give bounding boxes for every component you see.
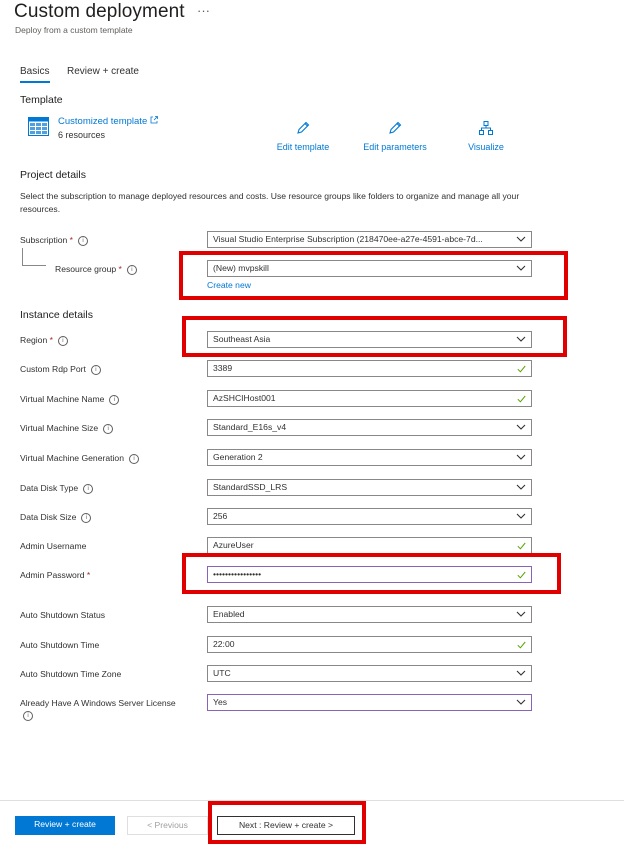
shutdown-status-select[interactable]: [207, 606, 532, 623]
admin-username-input[interactable]: [207, 537, 532, 554]
disk-size-label: [20, 512, 91, 523]
review-create-button[interactable]: Review + create: [15, 816, 115, 835]
hierarchy-icon: [479, 121, 493, 135]
more-options-icon[interactable]: ···: [197, 3, 210, 18]
admin-password-label-text: Admin Password: [20, 570, 85, 580]
rdp-port-label: [20, 364, 101, 375]
resource-group-value: (New) mvpskill: [213, 263, 269, 273]
project-details-heading: Project details: [20, 169, 86, 181]
vm-size-label-text: Virtual Machine Size: [20, 423, 99, 433]
vm-size-select[interactable]: [207, 419, 532, 436]
license-label: [20, 698, 176, 708]
disk-type-select[interactable]: [207, 479, 532, 496]
vm-generation-label-text: Virtual Machine Generation: [20, 453, 124, 463]
subscription-select[interactable]: [207, 231, 532, 248]
vm-generation-value: Generation 2: [213, 452, 263, 462]
shutdown-status-label: [20, 610, 105, 620]
vm-size-value: Standard_E16s_v4: [213, 422, 287, 432]
tab-review-create[interactable]: Review + create: [67, 66, 139, 77]
tab-selected-indicator: [20, 81, 50, 83]
chevron-down-icon: [516, 513, 526, 520]
pencil-icon: [296, 121, 310, 135]
shutdown-time-label: [20, 640, 99, 650]
tree-connector: [22, 265, 46, 266]
checkmark-icon: [517, 395, 526, 403]
resource-group-label: Resource group * i: [55, 264, 137, 275]
shutdown-timezone-select[interactable]: [207, 665, 532, 682]
template-icon: [28, 117, 49, 136]
shutdown-time-value: 22:00: [213, 639, 235, 649]
info-icon[interactable]: i: [81, 513, 91, 523]
project-description: Select the subscription to manage deployed resources and costs. Use resource groups like folders to organize and manage all your resources.: [20, 191, 520, 214]
vm-generation-label: [20, 453, 139, 464]
highlight-box-region: [182, 316, 567, 357]
resource-count: 6 resources: [58, 130, 106, 140]
instance-details-heading: Instance details: [20, 309, 93, 321]
chevron-down-icon: [516, 236, 526, 243]
chevron-down-icon: [516, 699, 526, 706]
info-icon[interactable]: i: [103, 424, 113, 434]
checkmark-icon: [517, 365, 526, 373]
shutdown-timezone-label: [20, 669, 121, 679]
shutdown-status-value: Enabled: [213, 609, 245, 619]
customized-template-link[interactable]: [58, 116, 158, 127]
vm-generation-select[interactable]: [207, 449, 532, 466]
shutdown-timezone-label-text: Auto Shutdown Time Zone: [20, 669, 122, 679]
next-review-create-button[interactable]: Next : Review + create >: [217, 816, 355, 835]
pencil-icon: [388, 121, 402, 135]
info-icon[interactable]: i: [91, 365, 101, 375]
chevron-down-icon: [516, 424, 526, 431]
tree-connector: [22, 248, 23, 265]
disk-size-value: 256: [213, 511, 228, 521]
vm-size-label: [20, 423, 113, 434]
admin-username-value: AzureUser: [213, 540, 254, 550]
edit-template-button[interactable]: [263, 121, 343, 155]
rdp-port-input[interactable]: [207, 360, 532, 377]
previous-button[interactable]: < Previous: [127, 816, 208, 835]
visualize-label: Visualize: [468, 142, 504, 152]
footer-divider: [0, 800, 624, 801]
shutdown-status-label-text: Auto Shutdown Status: [20, 610, 106, 620]
external-link-icon: [150, 116, 158, 124]
disk-type-label-text: Data Disk Type: [20, 483, 79, 493]
info-icon[interactable]: i: [78, 236, 88, 246]
license-value: Yes: [213, 697, 228, 707]
shutdown-timezone-value: UTC: [213, 668, 231, 678]
rdp-port-value: 3389: [213, 363, 233, 373]
visualize-button[interactable]: [446, 121, 526, 155]
subscription-value: Visual Studio Enterprise Subscription (218470ee-a27e-4591-abce-7d...: [213, 234, 483, 244]
page-subtitle: Deploy from a custom template: [15, 25, 133, 35]
license-label-text: Already Have A Windows Server License: [20, 698, 176, 708]
info-icon[interactable]: i: [58, 336, 68, 346]
tab-basics[interactable]: Basics: [20, 66, 50, 77]
disk-size-label-text: Data Disk Size: [20, 512, 77, 522]
chevron-down-icon: [516, 484, 526, 491]
resource-group-label-text: Resource group: [55, 264, 117, 274]
subscription-label-text: Subscription: [20, 235, 68, 245]
info-icon[interactable]: i: [83, 484, 93, 494]
info-icon[interactable]: i: [23, 711, 33, 721]
edit-parameters-label: Edit parameters: [363, 142, 427, 152]
info-icon[interactable]: i: [127, 265, 137, 275]
edit-parameters-button[interactable]: [355, 121, 435, 155]
region-label: Region * i: [20, 335, 68, 346]
region-label-text: Region: [20, 335, 48, 345]
vm-name-input[interactable]: [207, 390, 532, 407]
chevron-down-icon: [516, 670, 526, 677]
shutdown-time-input[interactable]: [207, 636, 532, 653]
admin-password-value: ••••••••••••••••: [213, 569, 262, 579]
template-heading: Template: [20, 94, 63, 106]
admin-username-label: [20, 541, 86, 551]
page-title: Custom deployment: [14, 1, 185, 22]
license-select[interactable]: [207, 694, 532, 711]
subscription-label: Subscription * i: [20, 235, 88, 246]
disk-type-value: StandardSSD_LRS: [213, 482, 288, 492]
rdp-port-label-text: Custom Rdp Port: [20, 364, 86, 374]
region-value: Southeast Asia: [213, 334, 271, 344]
highlight-box-password: [182, 553, 561, 594]
admin-username-label-text: Admin Username: [20, 541, 87, 551]
edit-template-label: Edit template: [276, 142, 330, 152]
disk-size-select[interactable]: [207, 508, 532, 525]
disk-type-label: [20, 483, 93, 494]
chevron-down-icon: [516, 611, 526, 618]
vm-name-value: AzSHCIHost001: [213, 393, 276, 403]
checkmark-icon: [517, 641, 526, 649]
checkmark-icon: [517, 542, 526, 550]
admin-password-label: Admin Password *: [20, 570, 91, 580]
create-new-link[interactable]: Create new: [207, 280, 251, 290]
info-icon[interactable]: i: [109, 395, 119, 405]
vm-name-label: [20, 394, 119, 405]
info-icon[interactable]: i: [129, 454, 139, 464]
shutdown-time-label-text: Auto Shutdown Time: [20, 640, 100, 650]
highlight-box-resource-group: [179, 251, 568, 300]
vm-name-label-text: Virtual Machine Name: [20, 394, 105, 404]
customized-template-label: Customized template: [58, 116, 148, 127]
chevron-down-icon: [516, 454, 526, 461]
